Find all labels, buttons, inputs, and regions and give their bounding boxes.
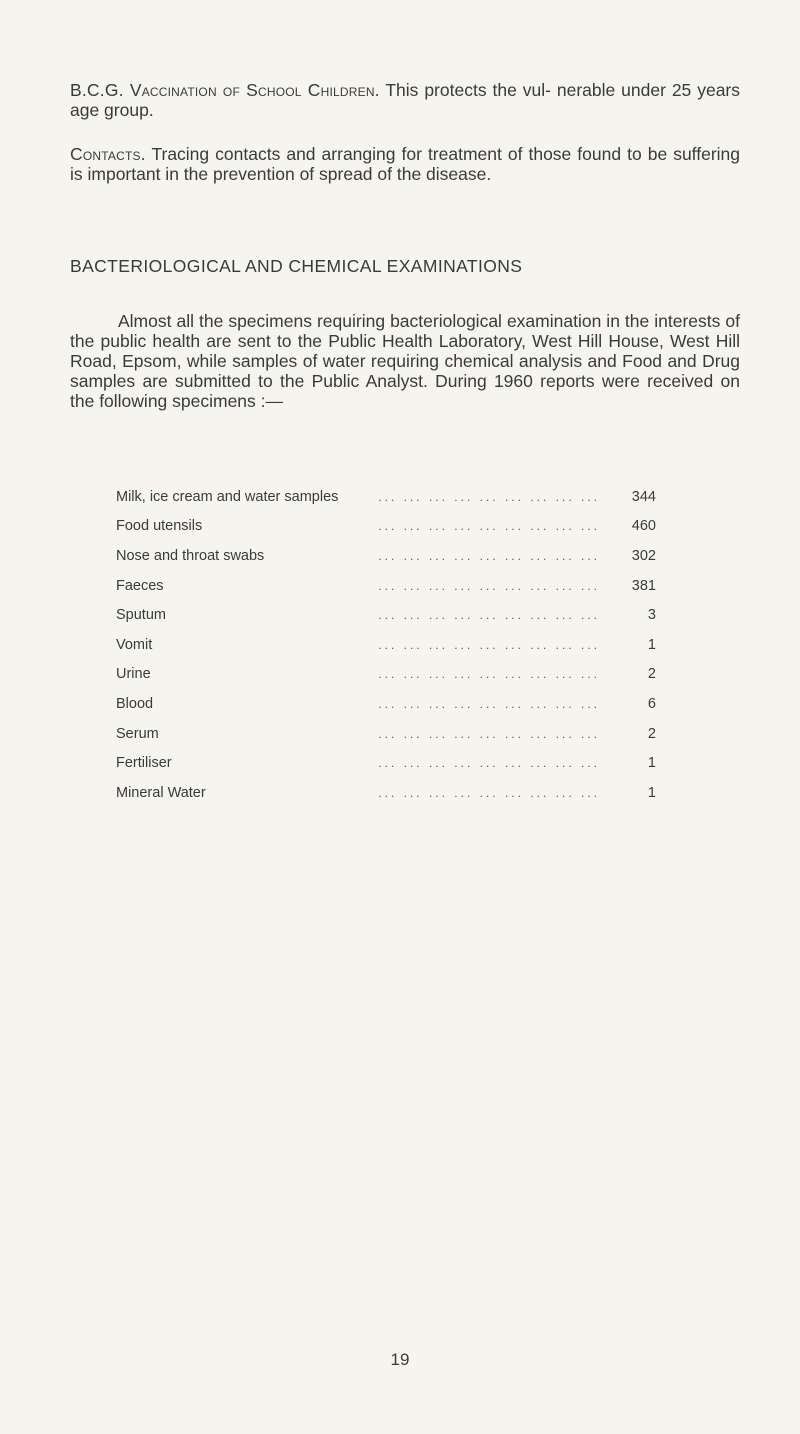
specimen-row: [116, 512, 656, 542]
dot-leader: ... ... ... ... ... ... ... ... ...: [378, 785, 600, 800]
paragraph-bcg-vaccination: [70, 80, 740, 120]
dot-leader: ... ... ... ... ... ... ... ... ...: [378, 578, 600, 593]
specimen-label: Mineral Water: [116, 785, 214, 801]
specimen-label: Milk, ice cream and water samples: [116, 489, 346, 505]
specimen-count: 1: [647, 636, 656, 653]
paragraph-lead: Contacts.: [70, 144, 146, 164]
paragraph-text: Tracing contacts and arranging for treatment of those found to be suffering is important in the prevention of spread of the disease.: [70, 144, 740, 184]
dot-leader: ... ... ... ... ... ... ... ... ...: [378, 667, 600, 682]
specimen-row: [116, 630, 656, 660]
specimen-row: [116, 541, 656, 571]
paragraph-contacts: [70, 144, 740, 184]
page-number: 19: [390, 1350, 410, 1369]
specimen-label: Vomit: [116, 637, 160, 653]
dot-leader: ... ... ... ... ... ... ... ... ...: [378, 489, 600, 504]
specimen-count: 1: [647, 755, 656, 772]
dot-leader: ... ... ... ... ... ... ... ... ...: [378, 756, 600, 771]
dot-leader: ... ... ... ... ... ... ... ... ...: [378, 696, 600, 711]
specimen-label: Nose and throat swabs: [116, 548, 272, 564]
specimen-label: Faeces: [116, 578, 172, 594]
specimen-count: 460: [631, 518, 656, 535]
paragraph-text: This protects the vul- nerable under 25 years age group.: [70, 80, 740, 120]
specimen-count: 381: [631, 577, 656, 594]
specimen-row: [116, 689, 656, 719]
specimen-row: [116, 778, 656, 808]
specimen-label: Fertiliser: [116, 755, 180, 771]
specimen-row: [116, 571, 656, 601]
specimen-count: 1: [647, 784, 656, 801]
specimen-row: [116, 600, 656, 630]
specimen-count: 3: [647, 607, 656, 624]
specimen-label: Food utensils: [116, 518, 210, 534]
specimen-label: Blood: [116, 696, 161, 712]
page-content: [70, 80, 740, 801]
dot-leader: ... ... ... ... ... ... ... ... ...: [378, 519, 600, 534]
dot-leader: ... ... ... ... ... ... ... ... ...: [378, 637, 600, 652]
specimen-count: 2: [647, 725, 656, 742]
specimen-label: Serum: [116, 726, 167, 742]
dot-leader: ... ... ... ... ... ... ... ... ...: [378, 726, 600, 741]
specimen-row: [116, 719, 656, 749]
specimen-label: Sputum: [116, 607, 174, 623]
paragraph-lead: B.C.G. Vaccination of School Children.: [70, 80, 380, 100]
section-heading: BACTERIOLOGICAL AND CHEMICAL EXAMINATIONS: [70, 256, 523, 276]
specimen-label: Urine: [116, 666, 159, 682]
dot-leader: ... ... ... ... ... ... ... ... ...: [378, 548, 600, 563]
specimen-count: 344: [631, 488, 656, 505]
section-intro: [70, 311, 740, 411]
specimen-count: 2: [647, 666, 656, 683]
specimen-row: [116, 748, 656, 778]
specimen-count: 6: [647, 695, 656, 712]
specimen-row: [116, 660, 656, 690]
specimen-count: 302: [631, 547, 656, 564]
specimen-row: [116, 482, 656, 512]
specimen-list: [116, 482, 656, 808]
dot-leader: ... ... ... ... ... ... ... ... ...: [378, 608, 600, 623]
section-intro-text: Almost all the specimens requiring bacteriological examination in the interests of the public health are sent to the Public Health Laboratory, West Hill House, West Hill Road, Epsom, while samples of water requiring chemical analysis and Food and Drug samples are submitted to the Public Analyst. During 1960 reports were received on the following specimens :—: [70, 311, 740, 411]
